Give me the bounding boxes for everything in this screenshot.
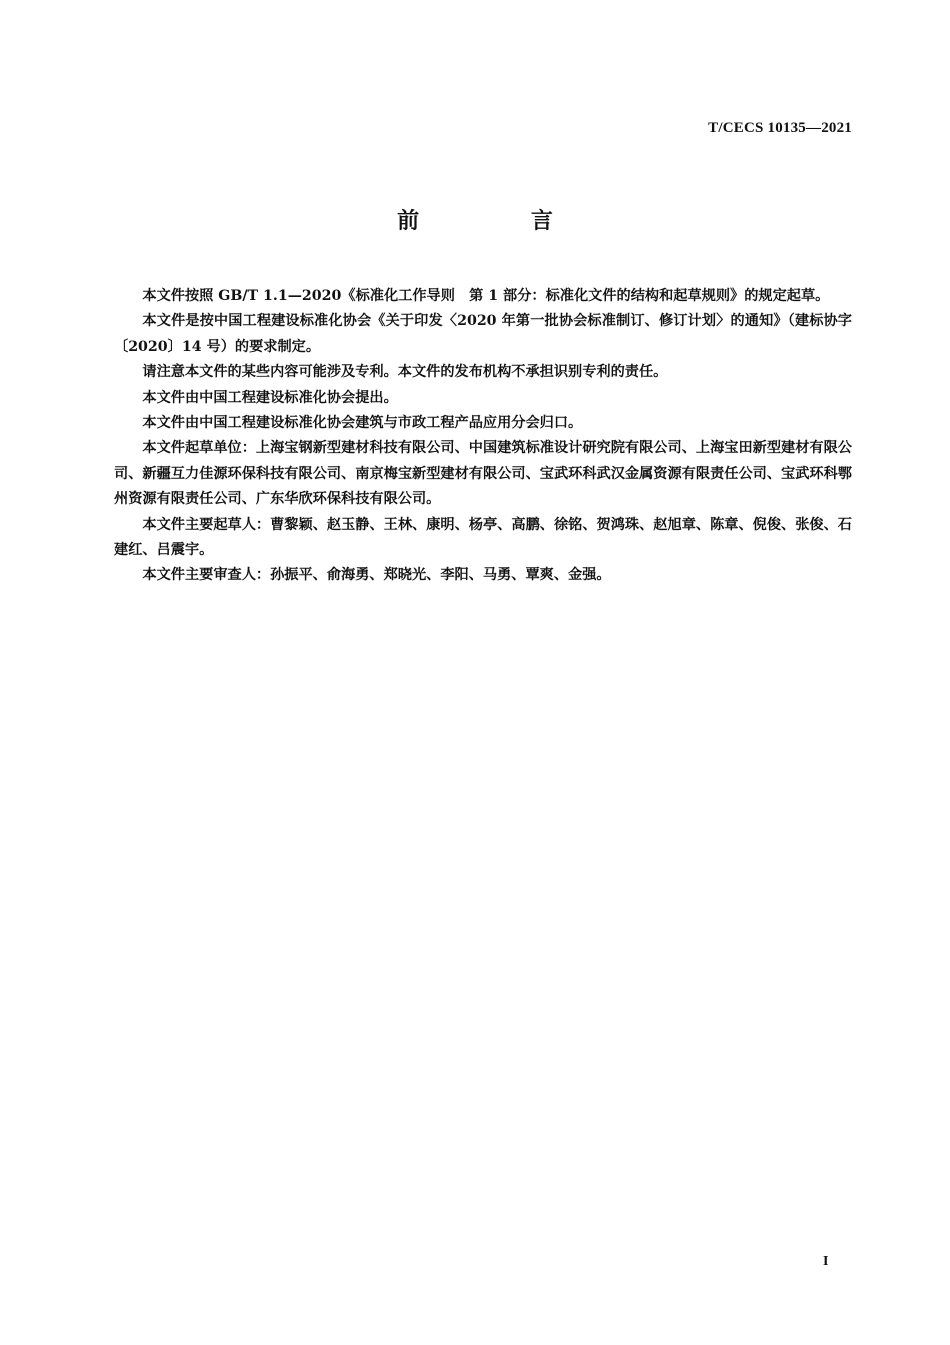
paragraph-patent-notice: 请注意本文件的某些内容可能涉及专利。本文件的发布机构不承担识别专利的责任。 [142, 364, 668, 381]
paragraph-drafters: 本文件主要起草人：曹黎颖、赵玉静、王林、康明、杨亭、高鹏、徐铭、贺鸿珠、赵旭章、陈章、倪俊、张俊、石建红、吕震宇。 [114, 516, 852, 559]
paragraph-administrator: 本文件由中国工程建设标准化协会建筑与市政工程产品应用分会归口。 [142, 415, 583, 432]
preface-body [114, 284, 852, 589]
standard-code: T/CECS 10135—2021 [708, 120, 852, 136]
paragraph-reviewers: 本文件主要审查人：孙振平、俞海勇、郑晓光、李阳、马勇、覃爽、金强。 [142, 567, 611, 584]
page-number: I [823, 1254, 829, 1269]
paragraph-plan-notice: 本文件是按中国工程建设标准化协会《关于印发〈2020 年第一批协会标准制订、修订计划〉的通知》（建标协字〔2020〕14 号）的要求制定。 [114, 313, 852, 355]
paragraph-drafting-units: 本文件起草单位：上海宝钢新型建材科技有限公司、中国建筑标准设计研究院有限公司、上海宝田新型建材有限公司、新疆互力佳源环保科技有限公司、南京梅宝新型建材有限公司、宝武环科武汉金属资源有限责任公司、宝武环科鄂州资源有限责任公司、广东华欣环保科技有限公司。 [114, 440, 852, 508]
page-title: 前 言 [397, 208, 605, 234]
paragraph-proposer: 本文件由中国工程建设标准化协会提出。 [142, 389, 398, 406]
paragraph-drafting-rules: 本文件按照 GB/T 1.1—2020《标准化工作导则 第 1 部分：标准化文件的结构和起草规则》的规定起草。 [142, 288, 830, 304]
